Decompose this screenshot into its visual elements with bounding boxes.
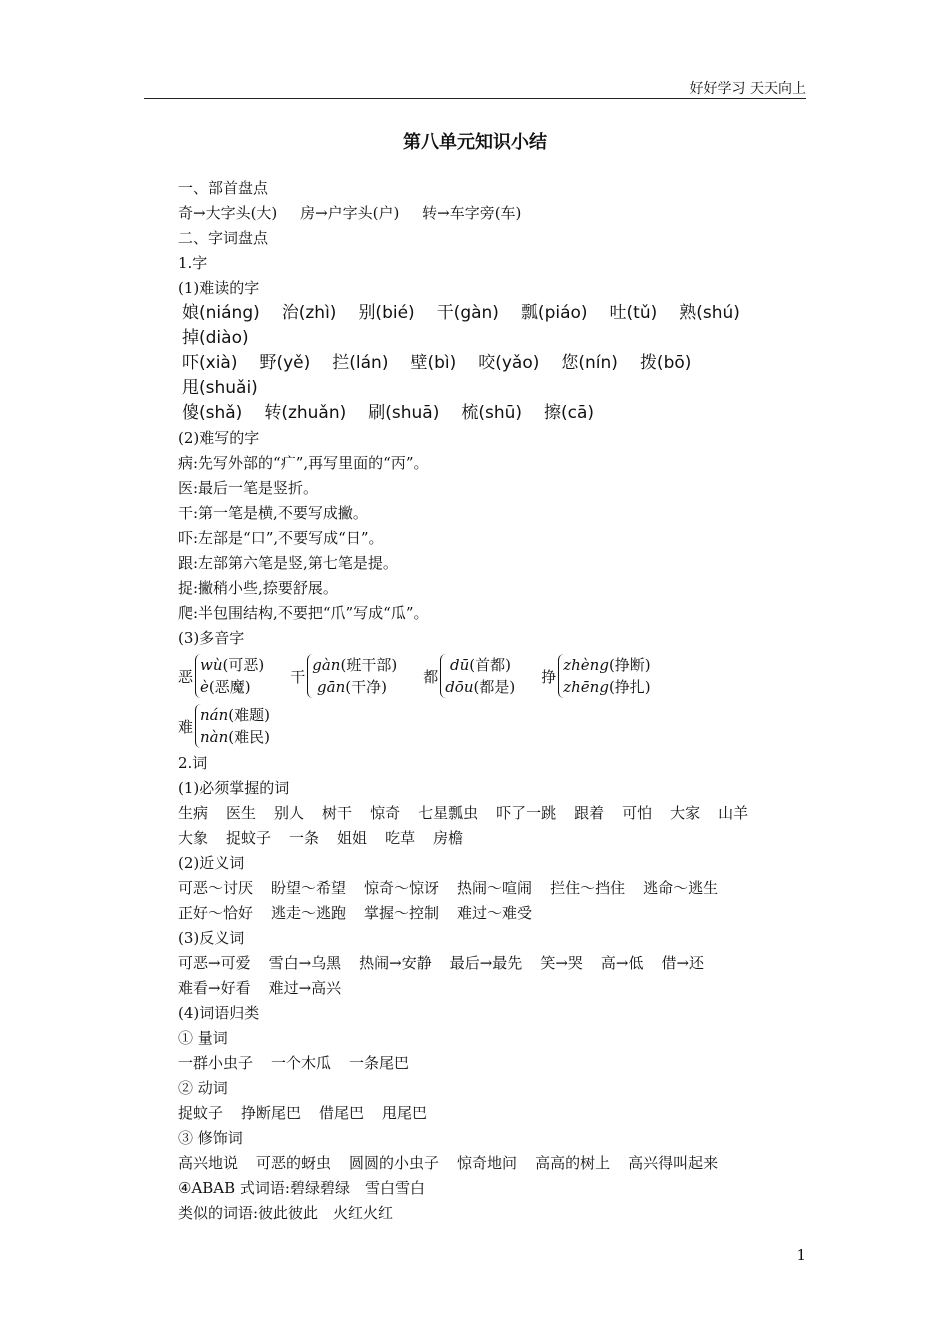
polyphone-heading: (3)多音字 bbox=[178, 629, 245, 647]
word-list bbox=[144, 1051, 806, 1076]
hard-read-heading: (1)难读的字 bbox=[178, 279, 260, 297]
reading: zhēng bbox=[563, 678, 609, 696]
word-list bbox=[144, 801, 806, 826]
synonyms-heading: (2)近义词 bbox=[178, 854, 245, 872]
words-heading: 2.词 bbox=[178, 754, 208, 772]
word-item: 高兴得叫起来 bbox=[628, 1154, 719, 1172]
word-item: 一个木瓜 bbox=[271, 1054, 332, 1072]
polyphone-readings bbox=[307, 654, 397, 698]
header-rule bbox=[144, 98, 806, 99]
characters-heading: 1.字 bbox=[178, 254, 208, 272]
modifiers-heading: ③ 修饰词 bbox=[178, 1129, 243, 1147]
abab-words: ④ABAB 式词语:碧绿碧绿 雪白雪白 bbox=[178, 1179, 425, 1197]
word-item: 逃命～逃生 bbox=[643, 879, 719, 897]
pinyin-item: 熟(shú) bbox=[679, 303, 740, 323]
reading: nàn bbox=[200, 728, 229, 746]
word-item: 难过～难受 bbox=[457, 904, 533, 922]
verbs-heading: ② 动词 bbox=[178, 1079, 228, 1097]
word-item: 最后→最先 bbox=[449, 954, 523, 972]
reading: wù bbox=[200, 656, 223, 674]
word-item: 高→低 bbox=[600, 954, 644, 972]
hard-write-line: 吓:左部是“口”,不要写成“日”。 bbox=[178, 529, 384, 547]
word-list bbox=[144, 976, 806, 1001]
pinyin-item: 梳(shū) bbox=[461, 403, 523, 423]
pinyin-item: 野(yě) bbox=[259, 353, 311, 373]
polyphone-readings bbox=[195, 654, 264, 698]
example-word: (可恶) bbox=[222, 656, 265, 674]
polyphone-char: 干 bbox=[290, 667, 306, 686]
pinyin-row bbox=[144, 351, 806, 401]
antonyms-heading: (3)反义词 bbox=[178, 929, 245, 947]
polyphone-char: 难 bbox=[178, 717, 194, 736]
word-list bbox=[144, 951, 806, 976]
polyphone-group bbox=[541, 654, 650, 698]
word-item: 可恶～讨厌 bbox=[178, 879, 254, 897]
reading: gān bbox=[317, 678, 346, 696]
word-item: 姐姐 bbox=[337, 829, 368, 847]
pinyin-item: 刷(shuā) bbox=[368, 403, 440, 423]
word-item: 一条尾巴 bbox=[349, 1054, 410, 1072]
word-item: 一条 bbox=[289, 829, 320, 847]
polyphone-readings bbox=[195, 704, 270, 748]
pinyin-item: 吓(xià) bbox=[182, 353, 238, 373]
section-radicals-heading: 一、部首盘点 bbox=[178, 179, 269, 197]
word-item: 逃走～逃跑 bbox=[271, 904, 347, 922]
classify-heading: (4)词语归类 bbox=[178, 1004, 260, 1022]
pinyin-item: 甩(shuǎi) bbox=[182, 378, 258, 398]
word-list bbox=[144, 876, 806, 901]
polyphone-char: 挣 bbox=[541, 667, 557, 686]
word-item: 一群小虫子 bbox=[178, 1054, 254, 1072]
word-item: 可恶的蚜虫 bbox=[256, 1154, 332, 1172]
example-word: (难题) bbox=[228, 706, 270, 724]
word-item: 圆圆的小虫子 bbox=[349, 1154, 440, 1172]
word-item: 盼望～希望 bbox=[271, 879, 347, 897]
must-words-heading: (1)必须掌握的词 bbox=[178, 779, 290, 797]
pinyin-item: 拨(bō) bbox=[639, 353, 692, 373]
word-item: 正好～恰好 bbox=[178, 904, 254, 922]
word-item: 借尾巴 bbox=[319, 1104, 365, 1122]
section-words-heading: 二、字词盘点 bbox=[178, 229, 269, 247]
word-item: 难看→好看 bbox=[178, 979, 251, 997]
page-number: 1 bbox=[796, 1246, 806, 1264]
polyphone-row bbox=[144, 701, 806, 751]
word-item: 高高的树上 bbox=[535, 1154, 611, 1172]
polyphone-char: 恶 bbox=[178, 667, 194, 686]
pinyin-row bbox=[144, 301, 806, 351]
word-item: 房檐 bbox=[433, 829, 464, 847]
word-item: 生病 bbox=[178, 804, 209, 822]
word-item: 吓了一跳 bbox=[496, 804, 557, 822]
polyphone-group bbox=[178, 704, 270, 748]
word-item: 跟着 bbox=[574, 804, 605, 822]
pinyin-item: 瓢(piáo) bbox=[520, 303, 588, 323]
pinyin-item: 擦(cā) bbox=[544, 403, 595, 423]
word-item: 挣断尾巴 bbox=[241, 1104, 302, 1122]
word-item: 热闹→安静 bbox=[359, 954, 432, 972]
reading: zhèng bbox=[563, 656, 609, 674]
pinyin-item: 娘(niáng) bbox=[182, 303, 260, 323]
word-item: 惊奇 bbox=[370, 804, 401, 822]
reading: gàn bbox=[312, 656, 341, 674]
example-word: (干净) bbox=[345, 678, 387, 696]
word-item: 借→还 bbox=[661, 954, 705, 972]
word-item: 树干 bbox=[322, 804, 353, 822]
example-word: (首都) bbox=[469, 656, 511, 674]
word-list bbox=[144, 901, 806, 926]
pinyin-item: 拦(lán) bbox=[332, 353, 389, 373]
pinyin-item: 咬(yǎo) bbox=[478, 353, 540, 373]
word-list bbox=[144, 826, 806, 851]
word-item: 掌握～控制 bbox=[364, 904, 440, 922]
word-item: 甩尾巴 bbox=[382, 1104, 428, 1122]
measure-words-heading: ① 量词 bbox=[178, 1029, 228, 1047]
polyphone-char: 都 bbox=[423, 667, 439, 686]
polyphone-group bbox=[423, 654, 515, 698]
word-item: 高兴地说 bbox=[178, 1154, 239, 1172]
hard-write-line: 干:第一笔是横,不要写成撇。 bbox=[178, 504, 368, 522]
hard-write-line: 捉:撇稍小些,捺要舒展。 bbox=[178, 579, 338, 597]
pinyin-item: 治(zhì) bbox=[281, 303, 337, 323]
word-item: 捉蚊子 bbox=[178, 1104, 224, 1122]
radical-item: 房→户字头(户) bbox=[300, 204, 400, 222]
pinyin-item: 吐(tǔ) bbox=[609, 303, 658, 323]
example-word: (班干部) bbox=[340, 656, 398, 674]
word-item: 惊奇～惊讶 bbox=[364, 879, 440, 897]
page-title: 第八单元知识小结 bbox=[403, 132, 547, 153]
polyphone-group bbox=[290, 654, 397, 698]
word-item: 可恶→可爱 bbox=[178, 954, 251, 972]
polyphone-readings bbox=[558, 654, 650, 698]
word-item: 热闹～喧闹 bbox=[457, 879, 533, 897]
radicals-list bbox=[144, 201, 806, 226]
polyphone-readings bbox=[440, 654, 515, 698]
word-list bbox=[144, 1151, 806, 1176]
word-item: 大家 bbox=[670, 804, 701, 822]
word-item: 七星瓢虫 bbox=[418, 804, 479, 822]
word-item: 大象 bbox=[178, 829, 209, 847]
radical-item: 奇→大字头(大) bbox=[178, 204, 278, 222]
pinyin-item: 干(gàn) bbox=[436, 303, 499, 323]
example-word: (都是) bbox=[473, 678, 516, 696]
hard-write-line: 跟:左部第六笔是竖,第七笔是提。 bbox=[178, 554, 398, 572]
word-item: 雪白→乌黑 bbox=[268, 954, 342, 972]
pinyin-item: 掉(diào) bbox=[182, 328, 249, 348]
word-item: 别人 bbox=[274, 804, 305, 822]
pinyin-row bbox=[144, 401, 806, 426]
polyphone-group bbox=[178, 654, 264, 698]
word-item: 惊奇地问 bbox=[457, 1154, 518, 1172]
example-word: (挣扎) bbox=[608, 678, 651, 696]
reading: dū bbox=[449, 656, 470, 674]
word-item: 医生 bbox=[226, 804, 257, 822]
reading: nán bbox=[200, 706, 229, 724]
similar-words: 类似的词语:彼此彼此 火红火红 bbox=[178, 1204, 394, 1222]
pinyin-item: 傻(shǎ) bbox=[182, 403, 243, 423]
pinyin-item: 您(nín) bbox=[561, 353, 618, 373]
word-item: 吃草 bbox=[385, 829, 416, 847]
pinyin-item: 壁(bì) bbox=[410, 353, 457, 373]
pinyin-item: 转(zhuǎn) bbox=[264, 403, 347, 423]
page-header-text: 好好学习 天天向上 bbox=[689, 81, 806, 97]
word-list bbox=[144, 1101, 806, 1126]
example-word: (难民) bbox=[228, 728, 270, 746]
word-item: 拦住～挡住 bbox=[550, 879, 626, 897]
polyphone-row bbox=[144, 651, 806, 701]
word-item: 捉蚊子 bbox=[226, 829, 272, 847]
word-item: 笑→哭 bbox=[540, 954, 583, 972]
pinyin-item: 别(bié) bbox=[358, 303, 415, 323]
document-body bbox=[144, 176, 806, 1226]
hard-write-line: 爬:半包围结构,不要把“爪”写成“瓜”。 bbox=[178, 604, 429, 622]
example-word: (恶魔) bbox=[208, 678, 251, 696]
hard-write-heading: (2)难写的字 bbox=[178, 429, 260, 447]
word-item: 难过→高兴 bbox=[268, 979, 342, 997]
hard-write-line: 医:最后一笔是竖折。 bbox=[178, 479, 319, 497]
reading: è bbox=[200, 678, 209, 696]
word-item: 可怕 bbox=[622, 804, 653, 822]
hard-write-line: 病:先写外部的“疒”,再写里面的“丙”。 bbox=[178, 454, 429, 472]
reading: dōu bbox=[445, 678, 474, 696]
example-word: (挣断) bbox=[608, 656, 651, 674]
word-item: 山羊 bbox=[718, 804, 749, 822]
radical-item: 转→车字旁(车) bbox=[422, 204, 522, 222]
